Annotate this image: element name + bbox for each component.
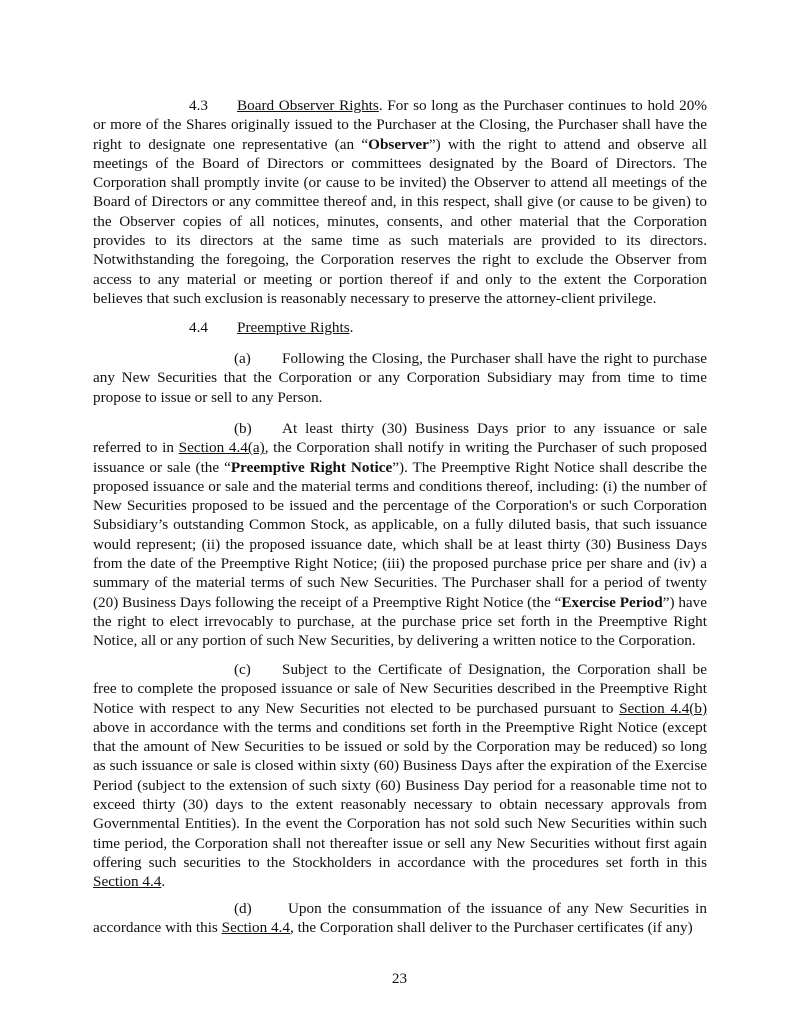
section-heading: Preemptive Rights: [237, 319, 350, 336]
subsection-label: (c): [234, 661, 251, 678]
section-number: 4.3: [189, 97, 208, 114]
subsection-label: (a): [234, 350, 251, 367]
subsection-label: (d): [234, 900, 252, 917]
defined-term: Preemptive Right Notice: [230, 458, 393, 476]
page-number: 23: [391, 970, 408, 987]
subsection-b-paragraph: (b) At least thirty (30) Business Days prior to any issuance or sale referred to in Section 4.4(a), the Corporation shall notify in writing the Purchaser of such proposed issuance or sale (the “Preemptive Right Notice”). The Preemptive Right Notice shall describe the proposed issuance or sale and the material terms and conditions thereof, including: (i) the number of New Securities proposed to be issued and the percentage of the Corporation's or such Corporation Subsidiary’s outstanding Common Stock, as applicable, on a fully diluted basis, that such issuance would represent; (ii) the proposed issuance date, which shall be at least thirty (30) Business Days from the date of the Preemptive Right Notice; (iii) the proposed purchase price per share and (iv) a summary of the material terms of such New Securities. The Purchaser shall for a period of twenty (20) Business Days following the receipt of a Preemptive Right Notice (the “Exercise Period”) have the right to elect irrevocably to purchase, at the purchase price set forth in the Preemptive Right Notice, all or any portion of such New Securities, by delivering a written notice to the Corporation.: [93, 420, 707, 650]
defined-term: Exercise Period: [561, 593, 663, 611]
section-4-4-heading: 4.4 Preemptive Rights.: [189, 319, 354, 336]
section-heading: Board Observer Rights: [237, 97, 379, 114]
subsection-a-paragraph: (a) Following the Closing, the Purchaser shall have the right to purchase any New Securities that the Corporation or any Corporation Subsidiary may from time to time propose to issue or sell to any Person.: [93, 350, 707, 406]
subsection-d-paragraph: (d) Upon the consummation of the issuance of any New Securities in accordance with this Section 4.4, the Corporation shall deliver to the Purchaser certificates (if any): [93, 900, 707, 937]
defined-term: Observer: [368, 135, 429, 153]
section-4-3-paragraph: 4.3 Board Observer Rights. For so long as the Purchaser continues to hold 20% or more of the Shares originally issued to the Purchaser at the Closing, the Purchaser shall have the right to designate one representative (an “Observer”) with the right to attend and observe all meetings of the Board of Directors or committees designated by the Board of Directors. The Corporation shall promptly invite (or cause to be invited) the Observer to attend all meetings of the Board of Directors or any committee thereof and, in this respect, shall give (or cause to be given) to the Observer copies of all notices, minutes, consents, and other material that the Corporation provides to its directors at the same time as such materials are provided to its directors. Notwithstanding the foregoing, the Corporation reserves the right to exclude the Observer from access to any material or meeting or portion thereof if and only to the extent the Corporation believes that such exclusion is reasonably necessary to preserve the attorney-client privilege.: [93, 97, 707, 307]
section-reference: Section 4.4(b): [619, 699, 708, 717]
section-number: 4.4: [189, 319, 208, 336]
section-reference: Section 4.4: [221, 919, 290, 937]
subsection-c-paragraph: (c) Subject to the Certificate of Designation, the Corporation shall be free to complete the proposed issuance or sale of New Securities described in the Preemptive Right Notice with respect to any New Securities not elected to be purchased pursuant to Section 4.4(b) above in accordance with the terms and conditions set forth in the Preemptive Right Notice (except that the amount of New Securities to be issued or sold by the Corporation may be reduced) so long as such issuance or sale is closed within sixty (60) Business Days after the expiration of the Exercise Period (subject to the extension of such sixty (60) Business Day period for a reasonable time not to exceed thirty (30) days to the extent reasonably necessary to obtain necessary approvals from Governmental Entities). In the event the Corporation has not sold such New Securities within such time period, the Corporation shall not thereafter issue or sell any New Securities without first again offering such securities to the Stockholders in accordance with the procedures set forth in this Section 4.4.: [93, 661, 708, 891]
subsection-label: (b): [234, 420, 252, 437]
section-reference: Section 4.4: [93, 873, 162, 891]
section-reference: Section 4.4(a): [178, 439, 265, 457]
